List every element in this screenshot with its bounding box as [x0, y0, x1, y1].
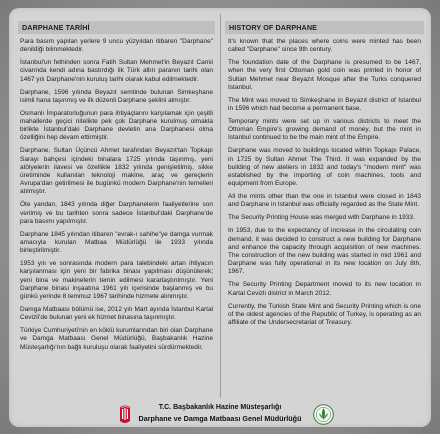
- turkish-paragraph: Para basım yapılan yerlere 9 uncu yüzyıldan itibaren "Darphane" denildiği bilinmektedir.: [20, 38, 213, 54]
- english-paragraph: The Security Printing Department moved to its new location in Kartal Cevizli district in March 2012.: [228, 281, 421, 297]
- english-paragraph: Currently, the Turkish State Mint and Security Printing which is one of the oldest agencies of the Republic of Turkey, is operating as an affiliate of the Undersecretariat of Treasury.: [228, 302, 421, 327]
- turkish-paragraph: Darphane 1845 yılından itibaren "evrak-ı sahihe"ye damga vurmak amacıyla kurulan Matbaa Müdürlüğü ile 1933 yılında birleştirilmiştir.: [20, 230, 213, 255]
- turkish-paragraph: 1953 yılı ve sonrasında modern para talebindeki artan ihtiyacın karşılanması için yeni bir fabrika binası yapılması düşünülerek; yeni bina ve makinelerin temin edilmesi kararlaştırılmıştır. Yeni Darphane binası inşaatına 1961 yılı içerisinde başlanmış ve bu günkü yerinde 8 temmuz 1967 tarihinde hizmete alınmıştır.: [20, 260, 213, 301]
- english-paragraph: Temporary mints were set up in various districts to meet the Ottoman Empire's growing demand of money, but the mint in Istanbul continued to be the main mint of the Empire.: [228, 118, 421, 142]
- turkish-paragraph: İstanbul'un fethinden sonra Fatih Sultan Mehmet'in Beyazıt Camii civarında kendi adına bastırdığı ilk Türk altın paranın tarihi olan 1467 yılı Darphane'nin kuruluş tarihi olarak kabul edilmektedir.: [20, 59, 213, 83]
- treasury-emblem-graphic: [313, 404, 334, 425]
- turkish-paragraph: Darphane, Sultan Üçüncü Ahmet tarafından Beyazıt'tan Topkapı Sarayı bahçesi içindeki binalara 1725 yılında taşınmış, yeni atölyelerin ilavesi ve özellikle 1832 yılında genişletilmiş, sikke üretiminde kullanılan teknoloji makine, araç ve gereçlerin Avrupa'dan getirilmesi ile bugünkü modern Darphane'nin temelleri atılmıştır.: [20, 147, 213, 196]
- english-paragraph: The Mint was moved to Simkeşhane in Beyazıt district of Istanbul in 1596 which had become a permanent base.: [228, 96, 421, 113]
- turkish-paragraph: Öte yandan, 1843 yılında diğer Darphanelerin faaliyetlerine son verilmiş ve bu tarihten sonra sadece İstanbul'daki Darphane'de para basımı yapılmıştır.: [20, 201, 213, 225]
- footer-institution: [9, 402, 431, 426]
- turkish-paragraph: Osmanlı İmparatorluğunun para ihtiyaçlarını karşılamak için çeşitli mahallerde geçici nitelikte pek çok Darphane kurulmuş olmakla birlikte İstanbul'daki Darphane devletin ana Darphanesi olma özelliğini hep devam ettirmiştir.: [20, 109, 213, 142]
- turkish-history-text: [20, 38, 213, 400]
- footer-directorate-name: Darphane ve Damga Matbaası Genel Müdürlüğü: [138, 414, 302, 423]
- turkish-paragraph: Damga Matbaası bölümü ise, 2012 yılı Mart ayında İstanbul Kartal Cevizli'de bulunan yeni ek hizmet binasına taşınmıştır.: [20, 306, 213, 322]
- english-paragraph: The foundation date of the Darphane is presumed to be 1467, when the very first Ottoman gold coin was printed in honor of Sultan Mehmet near Beyazıt Mosque after the Turks conquered Istanbul.: [228, 59, 421, 91]
- footer-ministry-name: T.C. Başbakanlık Hazine Müsteşarlığı: [158, 404, 282, 411]
- turkish-paragraph: Türkiye Cumhuriyeti'nin en köklü kurumlarından biri olan Darphane ve Damga Matbaası Genel Müdürlüğü, Başbakanlık Hazine Müsteşarlığı'nın bağlı kuruluşu olarak faaliyetini sürdürmektedir.: [20, 327, 213, 351]
- english-paragraph: All the mints other than the one in Istanbul were closed in 1843 and Darphane in Istanbul was officially regarded as the State Mint.: [228, 193, 421, 209]
- english-history-text: [228, 38, 421, 400]
- column-divider: [220, 14, 221, 398]
- english-paragraph: In 1953, due to the expectancy of increase in the circulating coin demand, it was decided to construct a new building for Darphane and enhance the capacity through acquisition of new machines. The construction of the new building was started in mid 1961 and Darphane was fully operational in its new location on July 8th, 1967.: [228, 227, 421, 276]
- turkish-column-title: DARPHANE TARİHİ: [18, 21, 215, 34]
- english-paragraph: The Security Printing House was merged with Darphane in 1933.: [228, 214, 415, 222]
- english-paragraph: It's known that the places where coins were minted has been called "Darphane" since 9th century.: [228, 38, 421, 54]
- treasury-emblem-icon: [313, 404, 334, 425]
- english-column-title: HISTORY OF DARPHANE: [225, 21, 424, 34]
- english-paragraph: Darphane was moved to buildings located within Topkapı Palace, in 1725 by Sultan Ahmet The Third. It was expanded by the building of new ateliers in 1832 and today's "modern mint" was established by the importing of coin machines, tools and equipment from Europe.: [228, 147, 421, 188]
- turkish-paragraph: Darphane, 1596 yılında Beyazıt semtinde bulunan Simkeşhane isimli hana taşınmış ve ilk düzenli Darphane şeklini almıştır.: [20, 88, 213, 104]
